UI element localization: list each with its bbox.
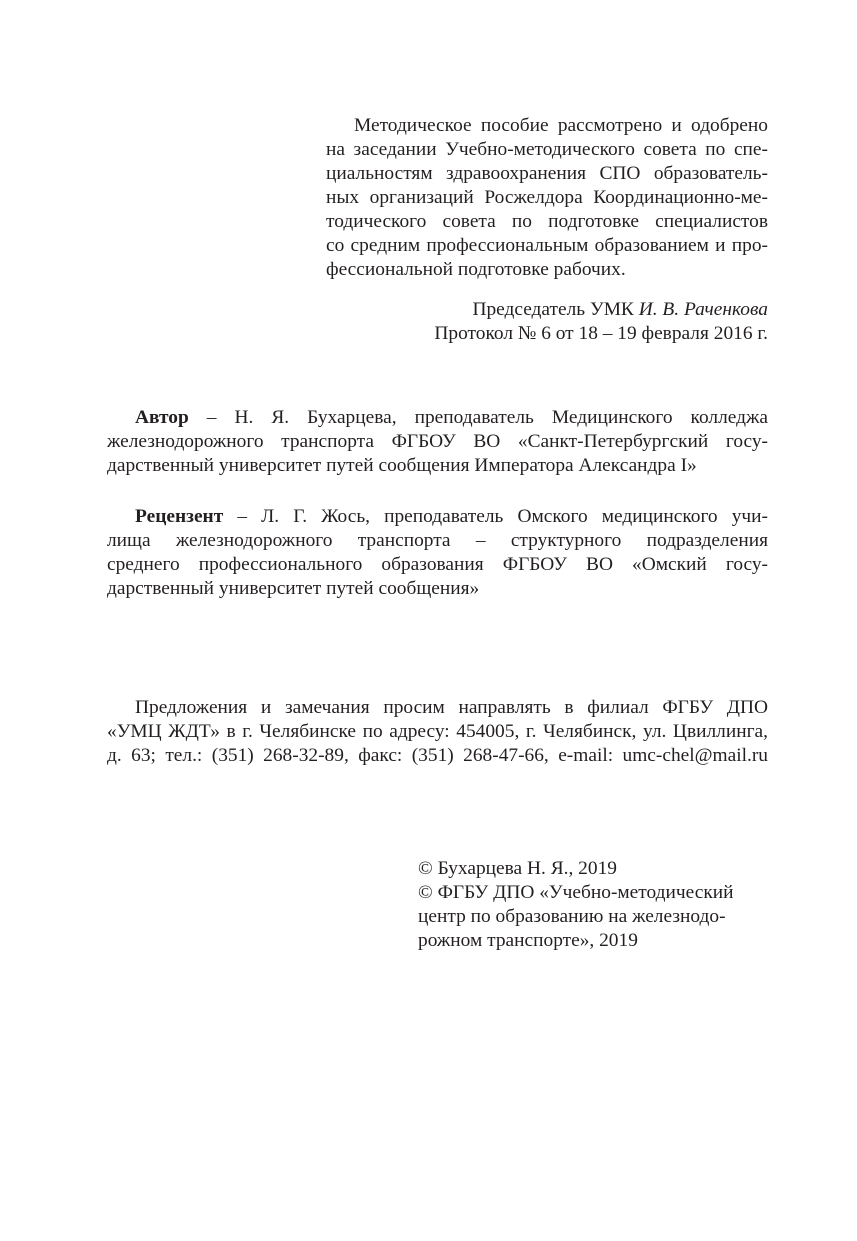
copyright-block bbox=[418, 857, 778, 953]
copyright-line: © Бухарцева Н. Я., 2019 bbox=[418, 858, 617, 879]
reviewer-line: среднего профессионального образования ФГБОУ ВО «Омский госу- bbox=[107, 554, 768, 575]
reviewer-line: дарственный университет путей сообщения» bbox=[107, 578, 480, 599]
author-line: дарственный университет путей сообщения Императора Александра I» bbox=[107, 455, 697, 476]
approval-paragraph bbox=[326, 114, 768, 282]
protocol-line: Протокол № 6 от 18 – 19 февраля 2016 г. bbox=[434, 323, 768, 344]
author-text: – Н. Я. Бухарцева, преподаватель Медицинского колледжа bbox=[188, 407, 768, 428]
contacts-line: «УМЦ ЖДТ» в г. Челябинске по адресу: 454005, г. Челябинск, ул. Цвиллинга, bbox=[107, 721, 768, 742]
contacts-line: д. 63; тел.: (351) 268-32-89, факс: (351) 268-47-66, e-mail: umc-chel@mail.ru bbox=[107, 745, 768, 766]
author-paragraph bbox=[107, 406, 768, 478]
approval-line: на заседании Учебно-методического совета по спе- bbox=[326, 139, 768, 160]
approval-line: со средним профессиональным образованием и про- bbox=[326, 235, 768, 256]
approval-line: циальностям здравоохранения СПО образователь- bbox=[326, 163, 768, 184]
copyright-line: © ФГБУ ДПО «Учебно-методический bbox=[418, 882, 734, 903]
author-label: Автор bbox=[135, 407, 189, 428]
author-line: железнодорожного транспорта ФГБОУ ВО «Санкт-Петербургский госу- bbox=[107, 431, 768, 452]
author-line bbox=[107, 406, 768, 430]
reviewer-line: лища железнодорожного транспорта – структурного подразделения bbox=[107, 530, 768, 551]
approval-line: Методическое пособие рассмотрено и одобрено bbox=[354, 115, 768, 136]
copyright-line: рожном транспорте», 2019 bbox=[418, 930, 638, 951]
approval-line: ных организаций Росжелдора Координационно-ме- bbox=[326, 187, 768, 208]
approval-line: тодического совета по подготовке специалистов bbox=[326, 211, 768, 232]
reviewer-paragraph bbox=[107, 505, 768, 601]
reviewer-text: – Л. Г. Жось, преподаватель Омского медицинского учи- bbox=[223, 506, 768, 527]
contacts-line: Предложения и замечания просим направлять в филиал ФГБУ ДПО bbox=[135, 697, 768, 718]
reviewer-line bbox=[107, 505, 768, 529]
contacts-paragraph bbox=[107, 696, 768, 768]
reviewer-label: Рецензент bbox=[135, 506, 224, 527]
chair-label: Председатель УМК bbox=[472, 299, 639, 320]
chair-line bbox=[326, 298, 768, 322]
approval-line: фессиональной подготовке рабочих. bbox=[326, 259, 626, 280]
copyright-line: центр по образованию на железнодо- bbox=[418, 906, 726, 927]
approval-signatures bbox=[326, 298, 768, 346]
chair-name: И. В. Раченкова bbox=[638, 299, 768, 320]
